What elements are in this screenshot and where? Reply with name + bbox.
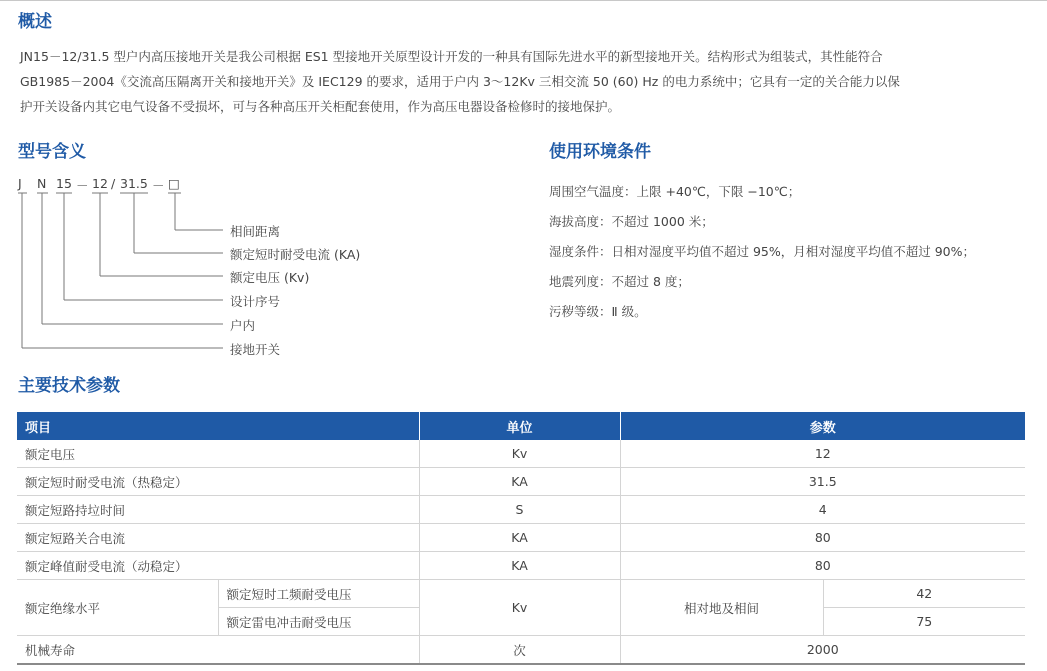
row-item: 额定峰值耐受电流（动稳定） <box>17 552 419 580</box>
legend-indoor: 户内 <box>230 318 256 333</box>
insulation-value-1: 42 <box>823 580 1025 608</box>
environment-item: 湿度条件：日相对湿度平均值不超过 95%，月相对湿度平均值不超过 90%； <box>549 244 976 259</box>
params-title: 主要技术参数 <box>18 376 120 396</box>
row-item: 额定电压 <box>17 440 419 468</box>
overview-line: 护开关设备内其它电气设备不受损坏，可与各种高压开关柜配套使用，作为高压电器设备检修时的接地保护。 <box>20 99 621 114</box>
model-title: 型号含义 <box>18 142 86 162</box>
row-item: 额定短路持垃时间 <box>17 496 419 524</box>
table-row <box>17 440 1025 468</box>
legend-phase-distance: 相间距离 <box>230 224 281 239</box>
table-row-insulation <box>17 580 1025 608</box>
table-row <box>17 524 1025 552</box>
code-part: N <box>37 176 47 191</box>
row-item: 额定短时耐受电流（热稳定） <box>17 468 419 496</box>
params-table <box>17 412 1025 665</box>
row-unit: S <box>419 496 620 524</box>
row-unit: KA <box>419 524 620 552</box>
row-unit: 次 <box>419 636 620 665</box>
row-item: 额定短路关合电流 <box>17 524 419 552</box>
overview-title: 概述 <box>18 12 52 32</box>
top-divider <box>0 0 1047 1</box>
row-value: 2000 <box>620 636 1025 665</box>
row-value: 31.5 <box>620 468 1025 496</box>
legend-rated-voltage: 额定电压 (Kv) <box>230 270 310 285</box>
environment-item: 海拔高度：不超过 1000 米； <box>549 214 714 229</box>
row-unit: Kv <box>419 440 620 468</box>
insulation-unit: Kv <box>419 580 620 636</box>
insulation-sub2: 额定雷电冲击耐受电压 <box>218 608 419 636</box>
environment-item: 周围空气温度：上限 +40℃，下限 −10℃； <box>549 184 801 199</box>
table-row <box>17 468 1025 496</box>
row-unit: KA <box>419 552 620 580</box>
code-part: － <box>152 178 165 193</box>
row-value: 80 <box>620 552 1025 580</box>
overview-line: GB1985－2004《交流高压隔离开关和接地开关》及 IEC129 的要求，适用于户内 3～12Kv 三相交流 50 (60) Hz 的电力系统中；它具有一定的关合能力以保 <box>20 74 900 89</box>
insulation-sub1: 额定短时工频耐受电压 <box>218 580 419 608</box>
table-row <box>17 496 1025 524</box>
legend-design-number: 设计序号 <box>230 294 281 309</box>
code-part: □ <box>168 176 180 191</box>
overview-paragraph <box>20 44 1030 119</box>
row-value: 80 <box>620 524 1025 552</box>
code-part: － <box>76 178 89 193</box>
code-part: 15 <box>56 176 72 191</box>
code-part: / <box>111 176 116 191</box>
legend-short-time-current: 额定短时耐受电流 (KA) <box>230 247 361 262</box>
table-row <box>17 636 1025 665</box>
environment-title: 使用环境条件 <box>549 142 651 162</box>
header-item: 项目 <box>17 412 419 440</box>
table-header-row <box>17 412 1025 440</box>
legend-earthing-switch: 接地开关 <box>230 342 281 357</box>
row-unit: KA <box>419 468 620 496</box>
environment-list <box>549 177 1029 327</box>
header-unit: 单位 <box>419 412 620 440</box>
environment-item: 污秽等级：Ⅱ 级。 <box>549 304 647 319</box>
insulation-value-2: 75 <box>823 608 1025 636</box>
header-value: 参数 <box>620 412 1025 440</box>
code-part: J <box>18 176 22 191</box>
table-row <box>17 552 1025 580</box>
overview-line: JN15－12/31.5 型户内高压接地开关是我公司根据 ES1 型接地开关原型设计开发的一种具有国际先进水平的新型接地开关。结构形式为组装式，其性能符合 <box>20 49 883 64</box>
code-part: 31.5 <box>120 176 148 191</box>
model-code-diagram <box>18 176 518 366</box>
row-value: 4 <box>620 496 1025 524</box>
code-part: 12 <box>92 176 108 191</box>
insulation-label: 相对地及相间 <box>620 580 823 636</box>
row-item: 机械寿命 <box>17 636 419 665</box>
environment-item: 地震列度：不超过 8 度； <box>549 274 690 289</box>
row-value: 12 <box>620 440 1025 468</box>
insulation-item: 额定绝缘水平 <box>17 580 218 636</box>
